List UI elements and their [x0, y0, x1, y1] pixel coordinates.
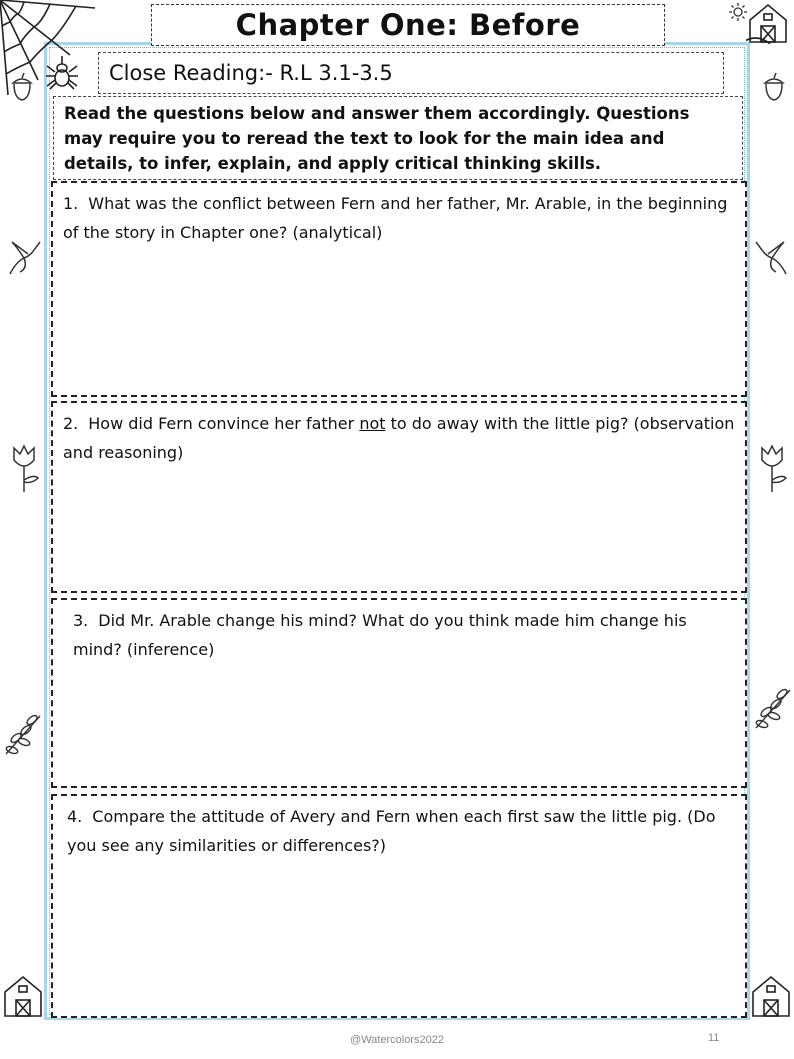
page-title: Chapter One: Before: [151, 4, 665, 46]
question-text-underlined: not: [359, 414, 386, 433]
sun-icon: [728, 2, 748, 22]
question-number: 2.: [63, 414, 79, 433]
spider-icon: [44, 56, 80, 90]
question-box-2[interactable]: [51, 401, 747, 593]
rose-icon-right: [754, 442, 790, 494]
hummingbird-icon: [6, 238, 42, 278]
barn-icon-bottom-left: [2, 974, 44, 1018]
hummingbird-icon-right: [754, 238, 790, 278]
instructions-text: Read the questions below and answer them accordingly. Questions may require you to reread the text to look for the main idea and details, to infer, explain, and apply critical thinking skills.: [53, 96, 743, 180]
acorn-icon-right: [760, 72, 788, 102]
question-text-part: How did Fern convince her father: [88, 414, 360, 433]
question-text: Compare the attitude of Avery and Fern when each first saw the little pig. (Do you see any similarities or differences?): [67, 807, 716, 855]
leaf-branch-icon: [2, 712, 44, 758]
question-text: Did Mr. Arable change his mind? What do you think made him change his mind? (inference): [73, 611, 687, 659]
question-box-1[interactable]: [51, 181, 747, 397]
question-box-3[interactable]: [51, 598, 747, 788]
question-number: 4.: [67, 807, 83, 826]
acorn-icon: [8, 72, 36, 102]
page-number: 11: [708, 1032, 720, 1044]
standard-subtitle: Close Reading:- R.L 3.1-3.5: [98, 52, 724, 94]
question-number: 3.: [73, 611, 89, 630]
barn-icon: [746, 2, 790, 44]
question-box-4[interactable]: [51, 794, 747, 1018]
question-text-part: to do away with the little pig? (observation and reasoning): [63, 414, 735, 462]
rose-icon: [6, 442, 42, 494]
question-text: What was the conflict between Fern and her father, Mr. Arable, in the beginning of the story in Chapter one? (analytical): [63, 194, 728, 242]
question-number: 1.: [63, 194, 79, 213]
footer-credit: @Watercolors2022: [350, 1034, 444, 1046]
leaf-branch-icon-right: [752, 686, 794, 732]
barn-icon-bottom-right: [750, 974, 792, 1018]
